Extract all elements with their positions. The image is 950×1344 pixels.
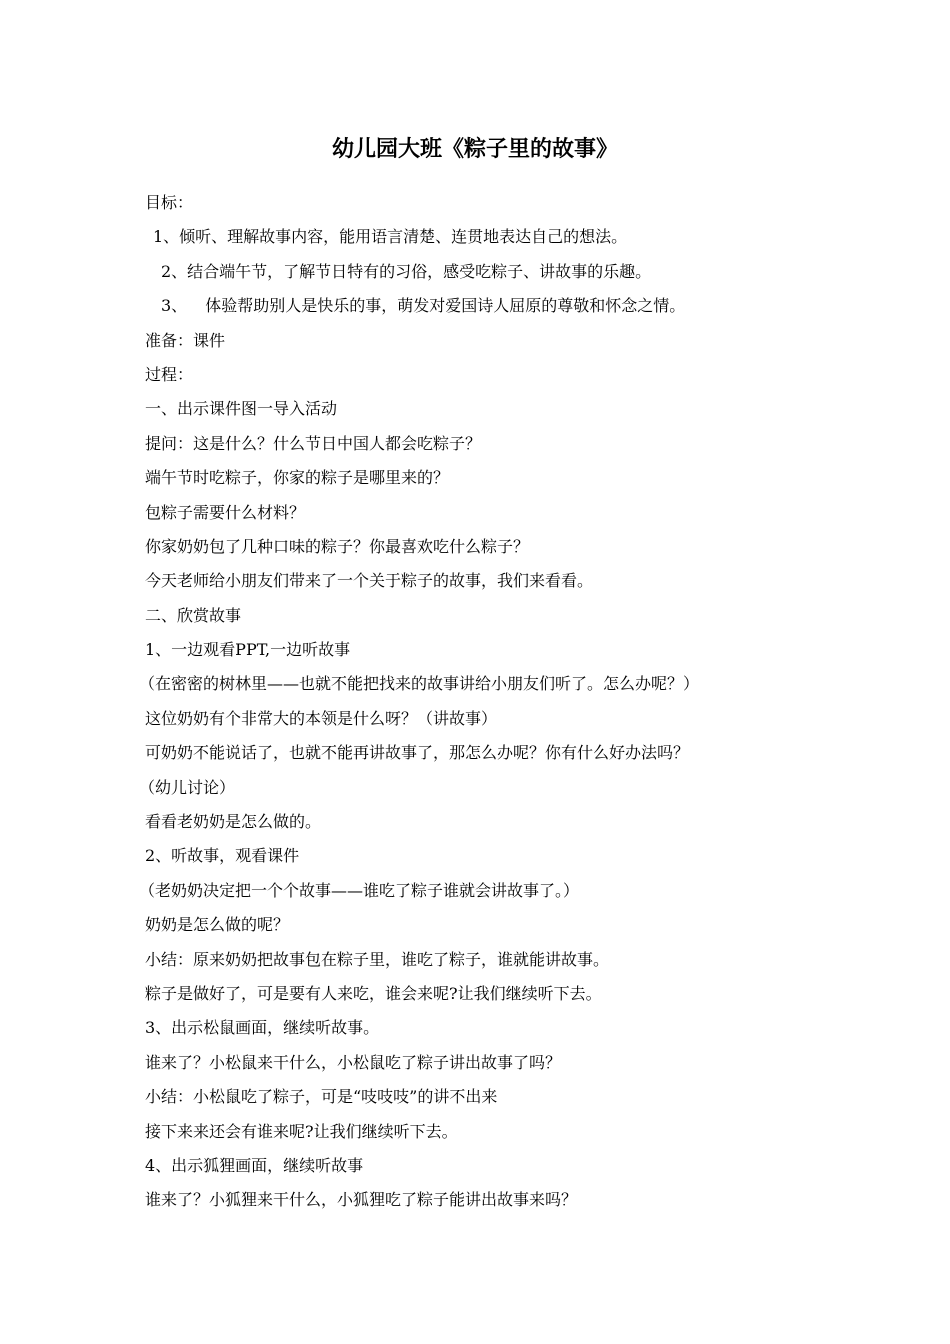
- section-label-process: 过程：: [145, 364, 194, 384]
- text-line: 今天老师给小朋友们带来了一个关于粽子的故事，我们来看看。: [145, 571, 594, 591]
- text-line: 粽子是做好了，可是要有人来吃，谁会来呢?让我们继续听下去。: [145, 983, 602, 1003]
- text-line: 接下来来还会有谁来呢?让我们继续听下去。: [145, 1121, 458, 1141]
- step-heading-1: 一、出示课件图一导入活动: [145, 399, 338, 419]
- text-line: （幼儿讨论）: [139, 777, 236, 797]
- text-line: 看看老奶奶是怎么做的。: [145, 812, 322, 832]
- text-line: 包粽子需要什么材料？: [145, 502, 306, 522]
- substep-heading: 4、出示狐狸画面，继续听故事: [145, 1155, 364, 1175]
- section-label-preparation: 准备：课件: [145, 330, 226, 350]
- section-label-goals: 目标：: [145, 193, 194, 212]
- goal-item-3-number: 3、: [161, 296, 188, 316]
- substep-heading: 3、出示松鼠画面，继续听故事。: [145, 1018, 380, 1038]
- text-line: 小结：小松鼠吃了粽子，可是“吱吱吱”的讲不出来: [145, 1087, 498, 1107]
- text-line: 可奶奶不能说话了，也就不能再讲故事了，那怎么办呢？你有什么好办法吗？: [145, 743, 690, 763]
- goal-item-2: 2、结合端午节，了解节日特有的习俗，感受吃粽子、讲故事的乐趣。: [161, 261, 652, 281]
- text-line: 谁来了？小松鼠来干什么，小松鼠吃了粽子讲出故事了吗？: [145, 1052, 562, 1072]
- goal-item-3: [145, 289, 845, 323]
- substep-heading: 2、听故事，观看课件: [145, 846, 300, 866]
- document-body: [139, 186, 845, 1218]
- text-line: 这位奶奶有个非常大的本领是什么呀？（讲故事）: [145, 708, 498, 728]
- substep-heading: 1、一边观看PPT,一边听故事: [145, 640, 351, 660]
- text-line: 奶奶是怎么做的呢？: [145, 915, 290, 935]
- step-heading-2: 二、欣赏故事: [145, 605, 242, 625]
- text-line: 你家奶奶包了几种口味的粽子？你最喜欢吃什么粽子？: [145, 536, 530, 556]
- document-title: 幼儿园大班《粽子里的故事》: [331, 137, 618, 162]
- text-line: 小结：原来奶奶把故事包在粽子里，谁吃了粽子，谁就能讲故事。: [145, 949, 610, 969]
- text-line: （在密密的树林里——也就不能把找来的故事讲给小朋友们听了。怎么办呢？）: [139, 674, 700, 694]
- text-line: （老奶奶决定把一个个故事——谁吃了粽子谁就会讲故事了。）: [139, 880, 580, 900]
- goal-item-3-text: 体验帮助别人是快乐的事，萌发对爱国诗人屈原的尊敬和怀念之情。: [205, 296, 686, 316]
- goal-item-1: 1、倾听、理解故事内容，能用语言清楚、连贯地表达自己的想法。: [153, 227, 628, 247]
- text-line: 提问：这是什么？什么节日中国人都会吃粽子？: [145, 433, 482, 453]
- text-line: 谁来了？小狐狸来干什么，小狐狸吃了粽子能讲出故事来吗？: [145, 1190, 578, 1210]
- text-line: 端午节时吃粽子，你家的粽子是哪里来的？: [145, 468, 450, 488]
